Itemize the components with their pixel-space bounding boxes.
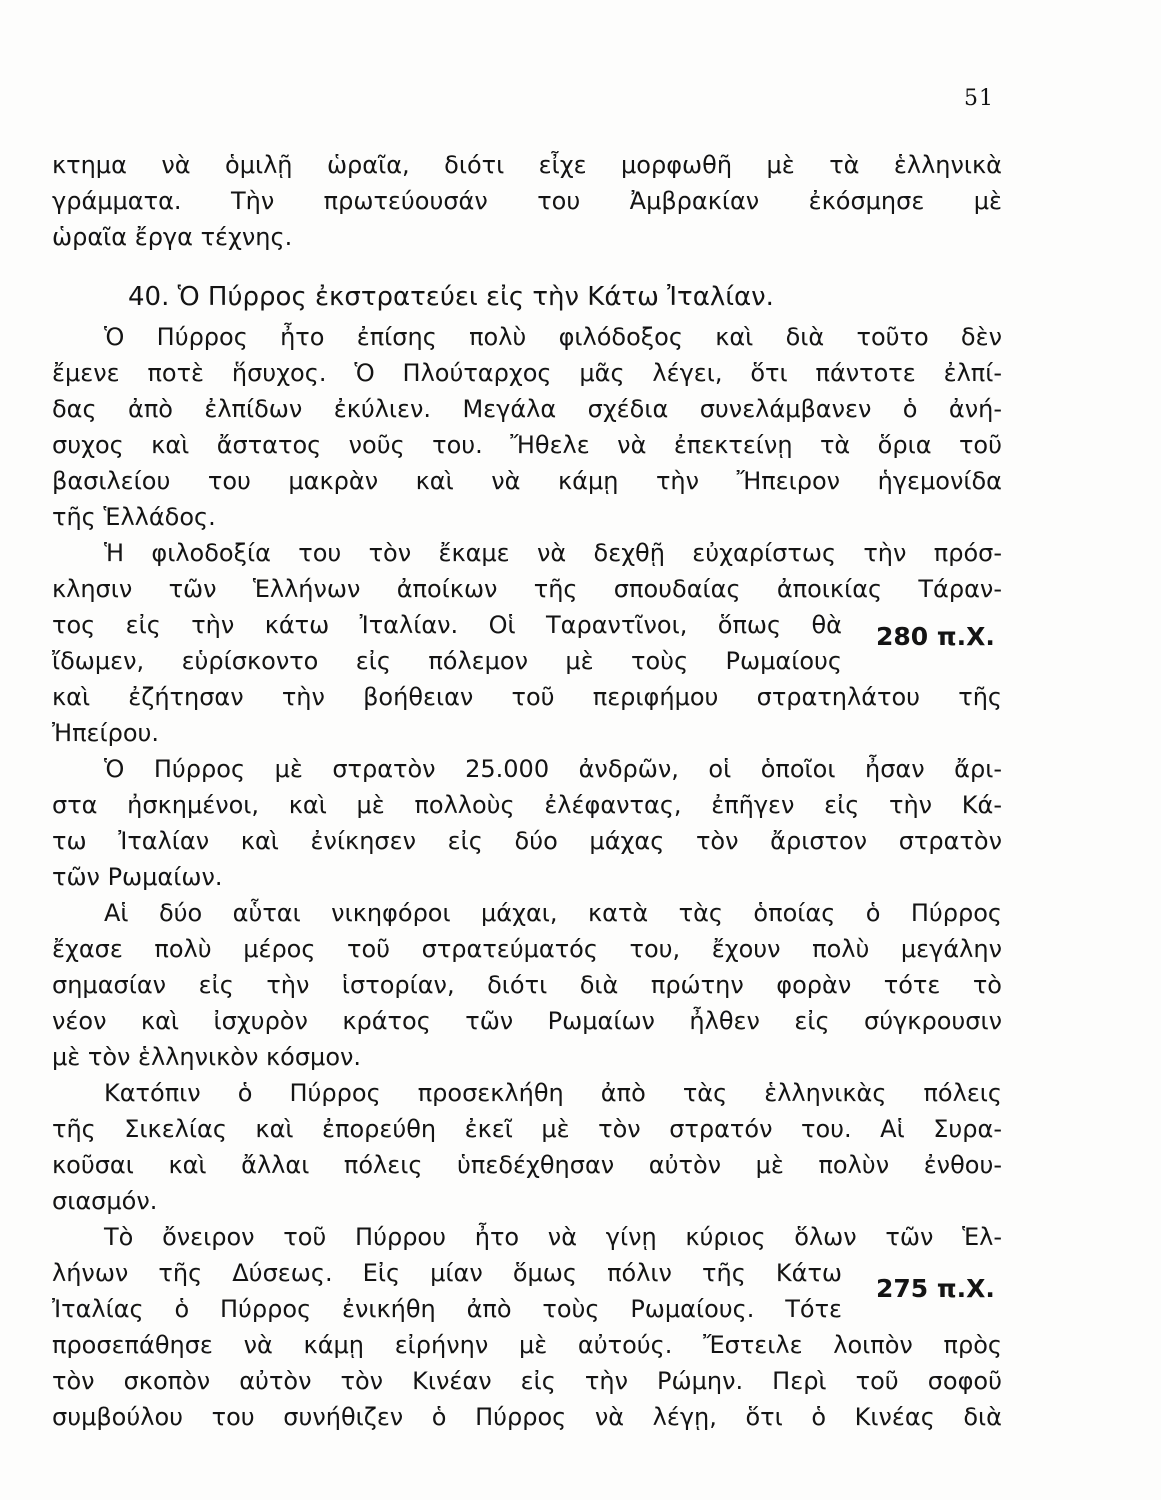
text-line: κλησιν τῶν Ἑλλήνων ἀποίκων τῆς σπουδαίας ἀποικίας Τάραν- [52, 575, 1002, 603]
text-line: ἔχασε πολὺ μέρος τοῦ στρατεύματός του, ἔχουν πολὺ μεγάλην [52, 935, 1002, 963]
text-line: δας ἀπὸ ἐλπίδων ἐκύλιεν. Μεγάλα σχέδια συνελάμβανεν ὁ ἀνή- [52, 395, 1002, 423]
text-line: Ἡ φιλοδοξία του τὸν ἔκαμε νὰ δεχθῇ εὐχαρίστως τὴν πρόσ- [104, 539, 1002, 567]
text-line: τὸν σκοπὸν αὐτὸν τὸν Κινέαν εἰς τὴν Ρώμην. Περὶ τοῦ σοφοῦ [52, 1367, 1002, 1395]
text-line: Ὁ Πύρρος μὲ στρατὸν 25.000 ἀνδρῶν, οἱ ὁποῖοι ἦσαν ἄρι- [104, 755, 1002, 783]
text-line: γράμματα. Τὴν πρωτεύουσάν του Ἀμβρακίαν ἐκόσμησε μὲ [52, 187, 1002, 215]
text-line: τος εἰς τὴν κάτω Ἰταλίαν. Οἱ Ταραντῖνοι, ὅπως θὰ [52, 611, 842, 639]
margin-date: 275 π.Χ. [876, 1274, 995, 1303]
text-line: τω Ἰταλίαν καὶ ἐνίκησεν εἰς δύο μάχας τὸν ἄριστον στρατὸν [52, 827, 1002, 855]
text-line: σιασμόν. [52, 1187, 158, 1215]
text-line: Αἱ δύο αὗται νικηφόροι μάχαι, κατὰ τὰς ὁποίας ὁ Πύρρος [104, 899, 1002, 927]
section-heading: 40. Ὁ Πύρρος ἐκστρατεύει εἰς τὴν Κάτω Ἰταλίαν. [128, 282, 774, 312]
text-line: Τὸ ὄνειρον τοῦ Πύρρου ἦτο νὰ γίνῃ κύριος ὅλων τῶν Ἑλ- [104, 1223, 1002, 1251]
text-line: μὲ τὸν ἑλληνικὸν κόσμον. [52, 1043, 362, 1071]
text-line: λήνων τῆς Δύσεως. Εἰς μίαν ὅμως πόλιν τῆς Κάτω [52, 1259, 842, 1287]
text-line: τῶν Ρωμαίων. [52, 863, 223, 891]
text-line: Ὁ Πύρρος ἦτο ἐπίσης πολὺ φιλόδοξος καὶ διὰ τοῦτο δὲν [104, 323, 1002, 351]
page-number: 51 [964, 86, 994, 111]
text-line: στα ἠσκημένοι, καὶ μὲ πολλοὺς ἐλέφαντας, ἐπῆγεν εἰς τὴν Κά- [52, 791, 1002, 819]
text-line: ἔμενε ποτὲ ἥσυχος. Ὁ Πλούταρχος μᾶς λέγει, ὅτι πάντοτε ἐλπί- [52, 359, 1002, 387]
margin-date: 280 π.Χ. [876, 622, 995, 651]
text-line: τῆς Σικελίας καὶ ἐπορεύθη ἐκεῖ μὲ τὸν στρατόν του. Αἱ Συρα- [52, 1115, 1002, 1143]
text-line: κοῦσαι καὶ ἄλλαι πόλεις ὑπεδέχθησαν αὐτὸν μὲ πολὺν ἐνθου- [52, 1151, 1002, 1179]
text-line: σημασίαν εἰς τὴν ἱστορίαν, διότι διὰ πρώτην φορὰν τότε τὸ [52, 971, 1002, 999]
text-line: νέον καὶ ἰσχυρὸν κράτος τῶν Ρωμαίων ἦλθεν εἰς σύγκρουσιν [52, 1007, 1002, 1035]
text-line: καὶ ἐζήτησαν τὴν βοήθειαν τοῦ περιφήμου στρατηλάτου τῆς [52, 683, 1002, 711]
text-line: τῆς Ἑλλάδος. [52, 503, 216, 531]
text-line: Κατόπιν ὁ Πύρρος προσεκλήθη ἀπὸ τὰς ἑλληνικὰς πόλεις [104, 1079, 1002, 1107]
text-line: κτημα νὰ ὁμιλῇ ὡραῖα, διότι εἶχε μορφωθῆ μὲ τὰ ἑλληνικὰ [52, 151, 1002, 179]
text-line: προσεπάθησε νὰ κάμῃ εἰρήνην μὲ αὐτούς. Ἔστειλε λοιπὸν πρὸς [52, 1331, 1002, 1359]
text-line: Ἠπείρου. [52, 719, 160, 747]
text-line: ἴδωμεν, εὑρίσκοντο εἰς πόλεμον μὲ τοὺς Ρωμαίους [52, 647, 842, 675]
text-line: συχος καὶ ἄστατος νοῦς του. Ἤθελε νὰ ἐπεκτείνῃ τὰ ὅρια τοῦ [52, 431, 1002, 459]
text-line: συμβούλου του συνήθιζεν ὁ Πύρρος νὰ λέγῃ, ὅτι ὁ Κινέας διὰ [52, 1403, 1002, 1431]
text-line: βασιλείου του μακρὰν καὶ νὰ κάμῃ τὴν Ἤπειρον ἡγεμονίδα [52, 467, 1002, 495]
text-line: Ἰταλίας ὁ Πύρρος ἐνικήθη ἀπὸ τοὺς Ρωμαίους. Τότε [52, 1295, 842, 1323]
text-line: ὡραῖα ἔργα τέχνης. [52, 223, 293, 251]
